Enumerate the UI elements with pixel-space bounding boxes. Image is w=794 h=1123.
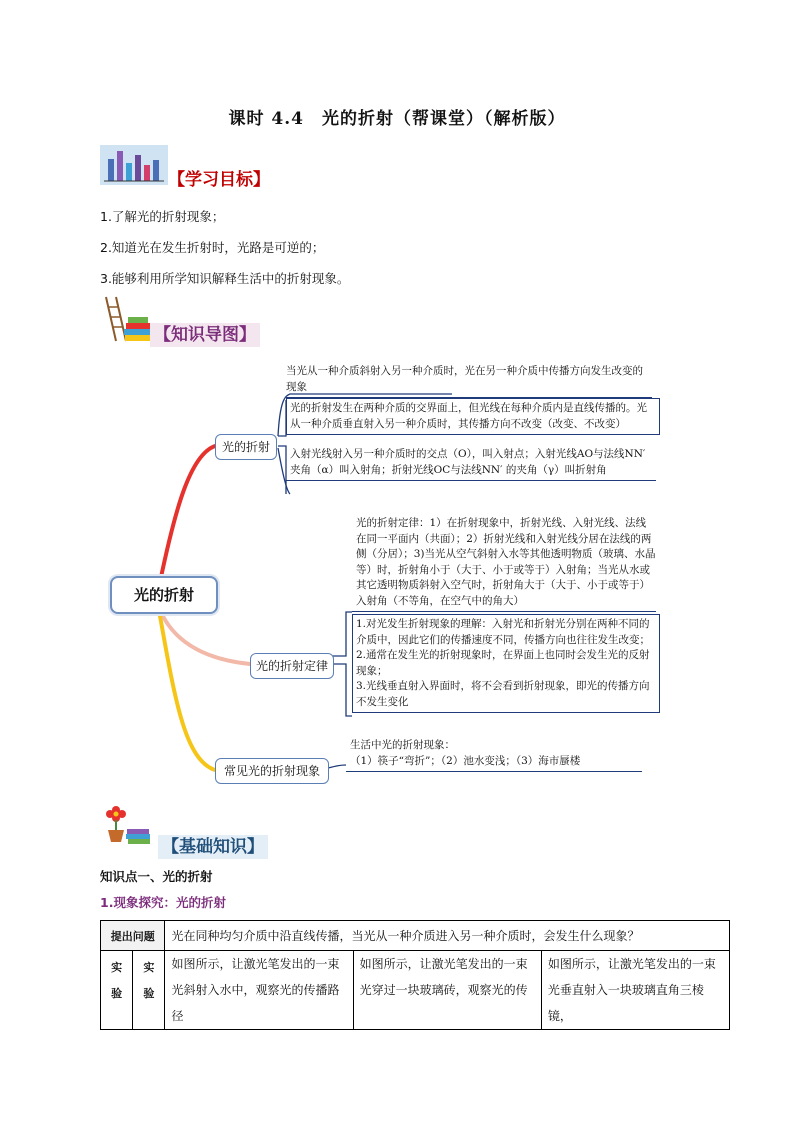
mindmap-branch-refraction: 光的折射 [215, 434, 277, 460]
mindmap-branch-law: 光的折射定律 [250, 653, 334, 679]
knowledge-point-title: 知识点一、光的折射 [100, 869, 213, 884]
mindmap-leaf: 生活中光的折射现象： （1）筷子“弯折”；（2）池水变浅；（3）海市蜃楼 [346, 738, 642, 772]
section-basics-label: 【基础知识】 [158, 832, 268, 857]
page-title: 课时 4.4 光的折射（帮课堂）（解析版） [228, 109, 566, 129]
section-mindmap-label: 【知识导图】 [150, 320, 260, 345]
mindmap-root: 光的折射 [110, 576, 218, 614]
bar-chart-buildings-icon [100, 145, 168, 185]
knowledge-sub-title: 1.现象探究：光的折射 [100, 895, 226, 910]
mindmap-leaf: 光的折射定律：1）在折射现象中，折射光线、入射光线、法线在同一平面内（共面）；2）折射光线和入射光线分居在法线的两侧（分居）；3)当光从空气斜射入水等其他透明物质（玻璃、水晶等）时，折射角小于（大于、小于或等于）入射角；当光从水或其它透明物质斜射入空气时，折射角大于（大于、小于或等于）入射角（不等角，在空气中的角大） [352, 516, 656, 612]
mindmap-leaf: 1.对光发生折射现象的理解：入射光和折射光分别在两种不同的介质中，因此它们的传播速度不同，传播方向也往往发生改变； 2.通常在发生光的折射现象时，在界面上也同时会发生光的反射现象； 3.光线垂直射入界面时，将不会看到折射现象，即光的传播方向不发生变化 [352, 614, 660, 713]
section-goals-label: 【学习目标】 [168, 170, 270, 190]
table-question-text: 光在同种均匀介质中沿直线传播，当光从一种介质进入另一种介质时，会发生什么现象？ [165, 921, 730, 951]
mindmap-leaf: 光的折射发生在两种介质的交界面上，但光线在每种介质内是直线传播的。光从一种介质垂直射入另一种介质时，其传播方向不改变（改变、不改变） [286, 398, 660, 435]
goal-item: 2.知道光在发生折射时，光路是可逆的； [100, 240, 325, 255]
mindmap-branch-common: 常见光的折射现象 [215, 758, 329, 784]
table-cell: 如图所示，让激光笔发出的一束光穿过一块玻璃砖，观察光的传 [353, 951, 541, 1030]
books-ladder-icon [100, 295, 154, 343]
table-cell: 如图所示，让激光笔发出的一束光斜射入水中，观察光的传播路径 [165, 951, 353, 1030]
experiment-table [100, 920, 730, 1030]
table-head-experiment: 实 验 [133, 951, 165, 1030]
goal-item: 3.能够利用所学知识解释生活中的折射现象。 [100, 271, 350, 286]
table-cell: 如图所示，让激光笔发出的一束光垂直射入一块玻璃直角三棱镜， [541, 951, 729, 1030]
mindmap-leaf: 入射光线射入另一种介质时的交点（O），叫入射点；入射光线AO与法线NN′ 夹角（α）叫入射角；折射光线OC与法线NN′ 的夹角（γ）叫折射角 [286, 447, 656, 481]
flower-pot-books-icon [100, 800, 152, 848]
goal-item: 1.了解光的折射现象； [100, 209, 225, 224]
table-head-question: 提出问题 [101, 921, 165, 951]
table-head-experiment: 实 验 [101, 951, 133, 1030]
mindmap-leaf: 当光从一种介质斜射入另一种介质时，光在另一种介质中传播方向发生改变的现象 [286, 364, 652, 398]
